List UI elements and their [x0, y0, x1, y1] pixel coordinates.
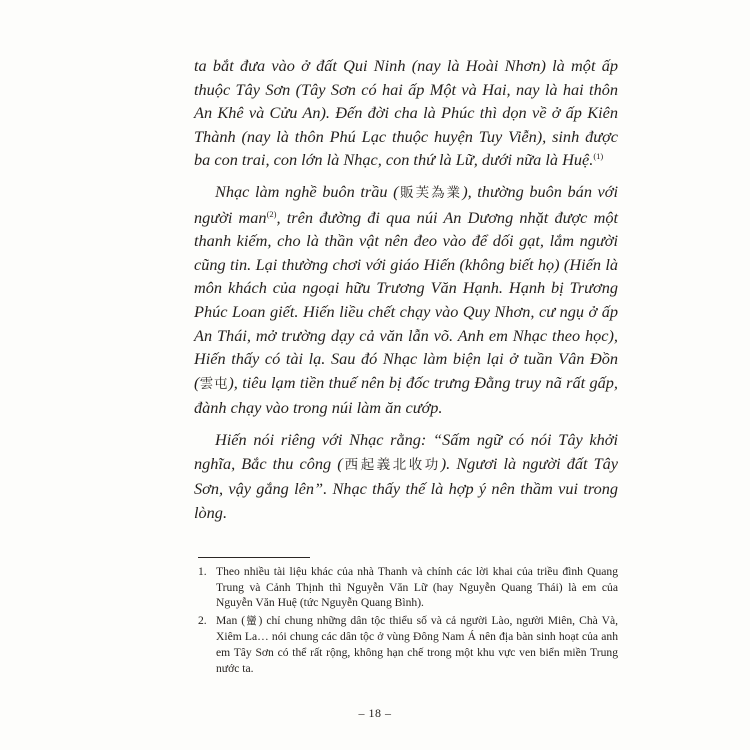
paragraph-1-text-1: ta bắt đưa vào ở đất Qui Ninh (nay là Hoài Nhơn) là một ấp thuộc Tây Sơn (Tây Sơn có hai ấp Một và Hai, nay là hai thôn An Khê và Cửu An). Đến đời cha là Phúc thì dọn về ở ấp Kiên Thành (nay là thôn Phú Lạc thuộc huyện Tuy Viễn), sinh được ba con trai, con lớn là Nhạc, con thứ là Lữ, dưới nữa là Huệ.: [194, 56, 623, 170]
page-number: – 18 –: [358, 706, 392, 720]
footnote-2-text-2: ) chỉ chung những dân tộc thiểu số và cả người Lào, người Miên, Chà Và, Xiêm La… nói chung các dân tộc ở vùng Đông Nam Á nên địa bàn sinh hoạt của anh em Tây Sơn có thể rất rộng, không hạn chế trong một khu vực ven biển miền Trung nước ta.: [216, 613, 621, 675]
footnote-1-text: [216, 564, 621, 611]
paragraph-2-text-4: ), tiêu lạm tiền thuế nên bị đốc trưng Đằng truy nã rất gấp, đành chạy vào trong núi làm ăn cướp.: [194, 372, 623, 418]
paragraph-3-text-1: Hiến nói riêng với Nhạc rằng: “Sấm ngữ có nói Tây khởi nghĩa, Bắc thu công (: [194, 429, 623, 473]
paragraph-2-text-1: Nhạc làm nghề buôn trầu (: [215, 181, 399, 201]
paragraph-3: [194, 428, 623, 524]
paragraph-2-text-2: ), thường buôn bán với người man: [194, 181, 623, 227]
footnote-1: [198, 564, 621, 611]
footnote-2-number: 2.: [198, 613, 207, 627]
footnote-1-text-1: Theo nhiều tài liệu khác của nhà Thanh và chính các lời khai của triều đình Quang Trung và Cảnh Thịnh thì Nguyễn Văn Lữ (hay Nguyễn Quang Thái) là em của Nguyễn Văn Huệ (tức Nguyễn Quang Bình).: [216, 565, 621, 610]
paragraph-2-han-1: 販芙為業: [398, 184, 463, 201]
paragraph-2: [194, 180, 623, 420]
paragraph-2-text-3: , trên đường đi qua núi An Dương nhặt được một thanh kiếm, cho là thần vật nên đeo vào để dối gạt, lắm người cũng tin. Lại thường chơi với giáo Hiến (không biết họ) (Hiến là môn khách của ngoại hữu Trương Văn Hạnh. Hạnh bị Trương Phúc Loan giết. Hiến liều chết chạy vào Quy Nhơn, cư ngụ ở ấp An Thái, mở trường dạy cả văn lẫn võ. Anh em Nhạc theo học), Hiến thấy có tài lạ. Sau đó Nhạc làm biện lại ở tuần Vân Đồn (: [194, 207, 623, 392]
footnote-2-text: [216, 613, 621, 676]
footnote-ref-2[interactable]: (2): [266, 208, 277, 219]
paragraph-3-text-2: ). Ngươi là người đất Tây Sơn, vậy gắng lên”. Nhạc thấy thế là hợp ý nên thầm vui trong lòng.: [194, 453, 623, 522]
paragraph-3-han-1: 西起義北收功: [342, 456, 441, 473]
paragraph-1: [194, 54, 623, 172]
footnote-2: [198, 613, 621, 676]
main-text: [194, 54, 623, 524]
footnote-2-text-1: Man (: [216, 613, 246, 627]
paragraph-2-han-2: 雲屯: [199, 375, 229, 392]
footnotes: [198, 564, 621, 678]
footnote-divider: [198, 557, 310, 558]
footnote-2-han-1: 蠻: [245, 614, 259, 627]
footnote-ref-1[interactable]: (1): [593, 151, 604, 162]
footnote-1-number: 1.: [198, 565, 207, 578]
